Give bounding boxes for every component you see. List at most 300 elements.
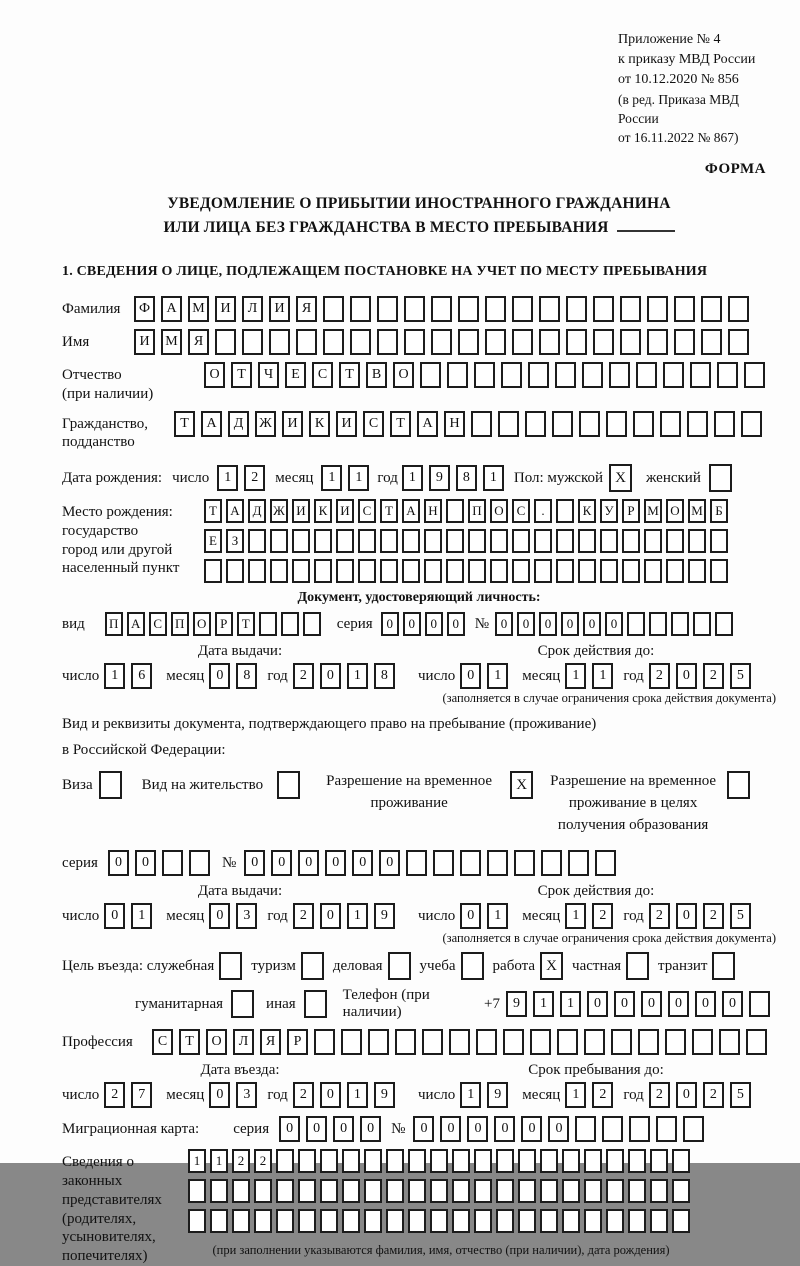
char-box[interactable]: 0 <box>614 991 635 1017</box>
char-box[interactable] <box>188 1209 206 1233</box>
char-box[interactable]: К <box>314 499 332 523</box>
char-box[interactable] <box>270 559 288 583</box>
char-box[interactable]: 0 <box>548 1116 569 1142</box>
char-box[interactable]: 0 <box>209 903 230 929</box>
char-box[interactable]: 9 <box>429 465 450 491</box>
char-box[interactable] <box>622 559 640 583</box>
char-box[interactable]: 0 <box>413 1116 434 1142</box>
char-box[interactable]: П <box>171 612 189 636</box>
char-box[interactable]: 2 <box>293 903 314 929</box>
char-box[interactable] <box>540 1179 558 1203</box>
char-box[interactable]: 2 <box>649 1082 670 1108</box>
char-box[interactable] <box>562 1209 580 1233</box>
char-box[interactable] <box>408 1149 426 1173</box>
char-box[interactable] <box>336 529 354 553</box>
char-box[interactable] <box>433 850 454 876</box>
char-box[interactable] <box>474 362 495 388</box>
char-box[interactable] <box>314 1029 335 1055</box>
char-box[interactable]: К <box>309 411 330 437</box>
char-box[interactable] <box>452 1149 470 1173</box>
char-box[interactable]: 0 <box>104 903 125 929</box>
char-box[interactable]: А <box>161 296 182 322</box>
char-box[interactable]: А <box>127 612 145 636</box>
purpose-checkbox-tourism[interactable] <box>301 952 324 980</box>
char-box[interactable] <box>430 1179 448 1203</box>
char-box[interactable] <box>341 1029 362 1055</box>
char-box[interactable] <box>512 529 530 553</box>
char-box[interactable] <box>600 559 618 583</box>
char-box[interactable] <box>298 1209 316 1233</box>
char-box[interactable] <box>380 529 398 553</box>
char-box[interactable] <box>600 529 618 553</box>
char-box[interactable]: 2 <box>104 1082 125 1108</box>
char-box[interactable] <box>358 529 376 553</box>
char-box[interactable]: И <box>336 499 354 523</box>
char-box[interactable] <box>562 1149 580 1173</box>
char-box[interactable]: П <box>468 499 486 523</box>
char-box[interactable]: 2 <box>244 465 265 491</box>
char-box[interactable] <box>226 559 244 583</box>
char-box[interactable] <box>336 559 354 583</box>
char-box[interactable] <box>460 850 481 876</box>
char-box[interactable] <box>584 1209 602 1233</box>
char-box[interactable] <box>638 1029 659 1055</box>
char-box[interactable] <box>633 411 654 437</box>
char-box[interactable] <box>674 296 695 322</box>
char-box[interactable] <box>593 329 614 355</box>
char-box[interactable] <box>593 296 614 322</box>
char-box[interactable] <box>629 1116 650 1142</box>
char-box[interactable]: 1 <box>592 663 613 689</box>
char-box[interactable] <box>320 1209 338 1233</box>
char-box[interactable] <box>476 1029 497 1055</box>
char-box[interactable] <box>402 529 420 553</box>
char-box[interactable]: 0 <box>495 612 513 636</box>
char-box[interactable] <box>741 411 762 437</box>
char-box[interactable] <box>270 529 288 553</box>
char-box[interactable] <box>408 1209 426 1233</box>
char-box[interactable]: 0 <box>695 991 716 1017</box>
char-box[interactable]: С <box>149 612 167 636</box>
char-box[interactable] <box>446 559 464 583</box>
char-box[interactable] <box>514 850 535 876</box>
char-box[interactable] <box>404 296 425 322</box>
char-box[interactable] <box>350 296 371 322</box>
char-box[interactable]: 0 <box>539 612 557 636</box>
char-box[interactable]: О <box>206 1029 227 1055</box>
purpose-checkbox-business[interactable] <box>388 952 411 980</box>
char-box[interactable] <box>496 1209 514 1233</box>
char-box[interactable] <box>298 1179 316 1203</box>
char-box[interactable]: 7 <box>131 1082 152 1108</box>
char-box[interactable] <box>606 1149 624 1173</box>
char-box[interactable] <box>248 529 266 553</box>
char-box[interactable] <box>323 329 344 355</box>
char-box[interactable]: 2 <box>293 1082 314 1108</box>
char-box[interactable]: А <box>417 411 438 437</box>
char-box[interactable]: Р <box>622 499 640 523</box>
char-box[interactable] <box>386 1179 404 1203</box>
char-box[interactable]: Л <box>242 296 263 322</box>
char-box[interactable]: М <box>188 296 209 322</box>
char-box[interactable] <box>501 362 522 388</box>
char-box[interactable]: 0 <box>517 612 535 636</box>
char-box[interactable]: М <box>161 329 182 355</box>
char-box[interactable] <box>663 362 684 388</box>
char-box[interactable] <box>496 1149 514 1173</box>
char-box[interactable] <box>364 1209 382 1233</box>
char-box[interactable]: Д <box>228 411 249 437</box>
char-box[interactable] <box>276 1209 294 1233</box>
char-box[interactable]: Т <box>390 411 411 437</box>
char-box[interactable] <box>292 559 310 583</box>
char-box[interactable] <box>582 362 603 388</box>
char-box[interactable] <box>364 1179 382 1203</box>
char-box[interactable]: 0 <box>425 612 443 636</box>
char-box[interactable]: И <box>215 296 236 322</box>
char-box[interactable] <box>606 411 627 437</box>
char-box[interactable] <box>458 329 479 355</box>
char-box[interactable]: Я <box>260 1029 281 1055</box>
char-box[interactable] <box>189 850 210 876</box>
char-box[interactable] <box>424 559 442 583</box>
char-box[interactable] <box>323 296 344 322</box>
char-box[interactable]: 8 <box>236 663 257 689</box>
char-box[interactable] <box>424 529 442 553</box>
char-box[interactable]: 1 <box>131 903 152 929</box>
char-box[interactable] <box>452 1209 470 1233</box>
char-box[interactable] <box>595 850 616 876</box>
char-box[interactable] <box>688 559 706 583</box>
char-box[interactable] <box>281 612 299 636</box>
char-box[interactable] <box>377 296 398 322</box>
purpose-checkbox-work[interactable]: X <box>540 952 563 980</box>
char-box[interactable]: Т <box>204 499 222 523</box>
char-box[interactable] <box>665 1029 686 1055</box>
char-box[interactable]: 1 <box>104 663 125 689</box>
char-box[interactable] <box>420 362 441 388</box>
char-box[interactable]: Н <box>444 411 465 437</box>
char-box[interactable] <box>656 1116 677 1142</box>
char-box[interactable]: 2 <box>254 1149 272 1173</box>
char-box[interactable]: 0 <box>360 1116 381 1142</box>
char-box[interactable]: С <box>512 499 530 523</box>
char-box[interactable] <box>539 296 560 322</box>
char-box[interactable]: П <box>105 612 123 636</box>
char-box[interactable]: . <box>534 499 552 523</box>
char-box[interactable]: Л <box>233 1029 254 1055</box>
char-box[interactable]: 0 <box>676 1082 697 1108</box>
char-box[interactable] <box>672 1149 690 1173</box>
char-box[interactable]: 1 <box>565 903 586 929</box>
char-box[interactable] <box>602 1116 623 1142</box>
sex-male-checkbox[interactable]: X <box>609 464 632 492</box>
char-box[interactable] <box>566 329 587 355</box>
char-box[interactable] <box>636 362 657 388</box>
char-box[interactable]: 0 <box>722 991 743 1017</box>
char-box[interactable] <box>518 1209 536 1233</box>
char-box[interactable]: 9 <box>374 903 395 929</box>
char-box[interactable] <box>254 1209 272 1233</box>
char-box[interactable] <box>688 529 706 553</box>
edu-permit-checkbox[interactable] <box>727 771 750 799</box>
char-box[interactable]: Т <box>339 362 360 388</box>
char-box[interactable] <box>248 559 266 583</box>
char-box[interactable]: 2 <box>649 663 670 689</box>
char-box[interactable] <box>498 411 519 437</box>
char-box[interactable]: С <box>358 499 376 523</box>
char-box[interactable]: Т <box>179 1029 200 1055</box>
char-box[interactable] <box>584 1149 602 1173</box>
char-box[interactable] <box>342 1149 360 1173</box>
char-box[interactable]: 0 <box>467 1116 488 1142</box>
char-box[interactable]: 1 <box>487 903 508 929</box>
char-box[interactable] <box>540 1149 558 1173</box>
char-box[interactable] <box>693 612 711 636</box>
char-box[interactable] <box>485 329 506 355</box>
char-box[interactable]: 0 <box>209 1082 230 1108</box>
char-box[interactable] <box>552 411 573 437</box>
char-box[interactable] <box>320 1149 338 1173</box>
char-box[interactable] <box>449 1029 470 1055</box>
char-box[interactable] <box>687 411 708 437</box>
char-box[interactable]: 1 <box>217 465 238 491</box>
char-box[interactable]: 1 <box>321 465 342 491</box>
char-box[interactable]: 1 <box>460 1082 481 1108</box>
char-box[interactable] <box>496 1179 514 1203</box>
char-box[interactable] <box>292 529 310 553</box>
char-box[interactable]: А <box>201 411 222 437</box>
char-box[interactable]: 1 <box>483 465 504 491</box>
char-box[interactable] <box>485 296 506 322</box>
char-box[interactable] <box>556 529 574 553</box>
char-box[interactable] <box>232 1209 250 1233</box>
char-box[interactable]: О <box>490 499 508 523</box>
char-box[interactable] <box>512 559 530 583</box>
char-box[interactable] <box>518 1179 536 1203</box>
char-box[interactable]: О <box>204 362 225 388</box>
char-box[interactable]: 1 <box>347 1082 368 1108</box>
char-box[interactable] <box>556 559 574 583</box>
char-box[interactable] <box>650 1149 668 1173</box>
char-box[interactable] <box>650 1179 668 1203</box>
char-box[interactable] <box>518 1149 536 1173</box>
char-box[interactable]: Т <box>237 612 255 636</box>
char-box[interactable]: 1 <box>565 663 586 689</box>
char-box[interactable]: Т <box>380 499 398 523</box>
char-box[interactable] <box>692 1029 713 1055</box>
char-box[interactable]: 2 <box>703 903 724 929</box>
char-box[interactable] <box>232 1179 250 1203</box>
char-box[interactable] <box>259 612 277 636</box>
char-box[interactable]: 0 <box>676 903 697 929</box>
char-box[interactable]: 0 <box>320 903 341 929</box>
char-box[interactable] <box>628 1179 646 1203</box>
char-box[interactable] <box>447 362 468 388</box>
char-box[interactable] <box>474 1149 492 1173</box>
char-box[interactable] <box>746 1029 767 1055</box>
char-box[interactable]: И <box>292 499 310 523</box>
char-box[interactable]: 0 <box>352 850 373 876</box>
char-box[interactable]: 0 <box>460 663 481 689</box>
char-box[interactable] <box>377 329 398 355</box>
char-box[interactable] <box>446 529 464 553</box>
char-box[interactable] <box>628 1209 646 1233</box>
char-box[interactable] <box>728 329 749 355</box>
char-box[interactable]: 0 <box>494 1116 515 1142</box>
char-box[interactable]: 1 <box>533 991 554 1017</box>
char-box[interactable] <box>717 362 738 388</box>
char-box[interactable] <box>406 850 427 876</box>
char-box[interactable]: Р <box>287 1029 308 1055</box>
char-box[interactable] <box>690 362 711 388</box>
char-box[interactable]: 0 <box>320 663 341 689</box>
char-box[interactable]: Н <box>424 499 442 523</box>
char-box[interactable]: 1 <box>487 663 508 689</box>
char-box[interactable] <box>674 329 695 355</box>
char-box[interactable]: 2 <box>232 1149 250 1173</box>
char-box[interactable]: Я <box>188 329 209 355</box>
char-box[interactable] <box>358 559 376 583</box>
char-box[interactable] <box>215 329 236 355</box>
char-box[interactable] <box>254 1179 272 1203</box>
char-box[interactable] <box>749 991 770 1017</box>
char-box[interactable]: 1 <box>188 1149 206 1173</box>
char-box[interactable]: 1 <box>210 1149 228 1173</box>
char-box[interactable]: 9 <box>374 1082 395 1108</box>
char-box[interactable]: В <box>366 362 387 388</box>
char-box[interactable]: 8 <box>374 663 395 689</box>
char-box[interactable] <box>579 411 600 437</box>
char-box[interactable]: 0 <box>676 663 697 689</box>
char-box[interactable] <box>350 329 371 355</box>
char-box[interactable] <box>534 529 552 553</box>
char-box[interactable] <box>422 1029 443 1055</box>
char-box[interactable]: 0 <box>521 1116 542 1142</box>
purpose-checkbox-humanitarian[interactable] <box>231 990 254 1018</box>
sex-female-checkbox[interactable] <box>709 464 732 492</box>
title-blank-underline[interactable] <box>617 218 675 232</box>
char-box[interactable] <box>408 1179 426 1203</box>
char-box[interactable] <box>666 559 684 583</box>
char-box[interactable]: Ч <box>258 362 279 388</box>
char-box[interactable]: К <box>578 499 596 523</box>
char-box[interactable] <box>644 529 662 553</box>
char-box[interactable]: С <box>312 362 333 388</box>
char-box[interactable]: И <box>282 411 303 437</box>
char-box[interactable]: У <box>600 499 618 523</box>
char-box[interactable]: 0 <box>298 850 319 876</box>
char-box[interactable]: И <box>134 329 155 355</box>
char-box[interactable] <box>728 296 749 322</box>
char-box[interactable]: Е <box>204 529 222 553</box>
char-box[interactable]: 0 <box>668 991 689 1017</box>
char-box[interactable] <box>672 1179 690 1203</box>
char-box[interactable]: Б <box>710 499 728 523</box>
char-box[interactable]: 0 <box>587 991 608 1017</box>
char-box[interactable] <box>566 296 587 322</box>
char-box[interactable]: 2 <box>649 903 670 929</box>
char-box[interactable] <box>386 1149 404 1173</box>
char-box[interactable]: 8 <box>456 465 477 491</box>
char-box[interactable] <box>671 612 689 636</box>
char-box[interactable] <box>584 1029 605 1055</box>
char-box[interactable]: 2 <box>293 663 314 689</box>
purpose-checkbox-transit[interactable] <box>712 952 735 980</box>
char-box[interactable]: 0 <box>108 850 129 876</box>
char-box[interactable]: 0 <box>209 663 230 689</box>
char-box[interactable]: 3 <box>236 903 257 929</box>
char-box[interactable] <box>620 296 641 322</box>
char-box[interactable]: 1 <box>402 465 423 491</box>
char-box[interactable] <box>458 296 479 322</box>
char-box[interactable] <box>555 362 576 388</box>
char-box[interactable] <box>744 362 765 388</box>
char-box[interactable] <box>568 850 589 876</box>
char-box[interactable]: О <box>193 612 211 636</box>
char-box[interactable]: М <box>688 499 706 523</box>
char-box[interactable] <box>314 529 332 553</box>
char-box[interactable] <box>701 329 722 355</box>
char-box[interactable]: Ф <box>134 296 155 322</box>
char-box[interactable]: 3 <box>236 1082 257 1108</box>
char-box[interactable] <box>649 612 667 636</box>
char-box[interactable] <box>210 1179 228 1203</box>
char-box[interactable] <box>611 1029 632 1055</box>
char-box[interactable] <box>701 296 722 322</box>
char-box[interactable] <box>540 1209 558 1233</box>
char-box[interactable] <box>431 329 452 355</box>
char-box[interactable] <box>430 1149 448 1173</box>
char-box[interactable] <box>446 499 464 523</box>
char-box[interactable] <box>210 1209 228 1233</box>
char-box[interactable] <box>404 329 425 355</box>
char-box[interactable]: С <box>363 411 384 437</box>
char-box[interactable] <box>430 1209 448 1233</box>
char-box[interactable]: 1 <box>560 991 581 1017</box>
char-box[interactable]: 0 <box>447 612 465 636</box>
purpose-checkbox-study[interactable] <box>461 952 484 980</box>
char-box[interactable] <box>320 1179 338 1203</box>
char-box[interactable]: 0 <box>279 1116 300 1142</box>
char-box[interactable] <box>314 559 332 583</box>
char-box[interactable] <box>512 296 533 322</box>
char-box[interactable] <box>188 1179 206 1203</box>
char-box[interactable]: 5 <box>730 663 751 689</box>
char-box[interactable]: И <box>336 411 357 437</box>
char-box[interactable]: 0 <box>583 612 601 636</box>
char-box[interactable] <box>620 329 641 355</box>
char-box[interactable] <box>562 1179 580 1203</box>
char-box[interactable] <box>647 296 668 322</box>
char-box[interactable] <box>683 1116 704 1142</box>
char-box[interactable] <box>715 612 733 636</box>
char-box[interactable]: 0 <box>306 1116 327 1142</box>
visa-checkbox[interactable] <box>99 771 122 799</box>
char-box[interactable] <box>474 1179 492 1203</box>
char-box[interactable] <box>622 529 640 553</box>
purpose-checkbox-other[interactable] <box>304 990 327 1018</box>
char-box[interactable]: 0 <box>605 612 623 636</box>
char-box[interactable]: 1 <box>347 903 368 929</box>
char-box[interactable]: 0 <box>440 1116 461 1142</box>
char-box[interactable]: 6 <box>131 663 152 689</box>
purpose-checkbox-private[interactable] <box>626 952 649 980</box>
char-box[interactable]: Д <box>248 499 266 523</box>
char-box[interactable]: Р <box>215 612 233 636</box>
char-box[interactable]: Я <box>296 296 317 322</box>
char-box[interactable] <box>575 1116 596 1142</box>
